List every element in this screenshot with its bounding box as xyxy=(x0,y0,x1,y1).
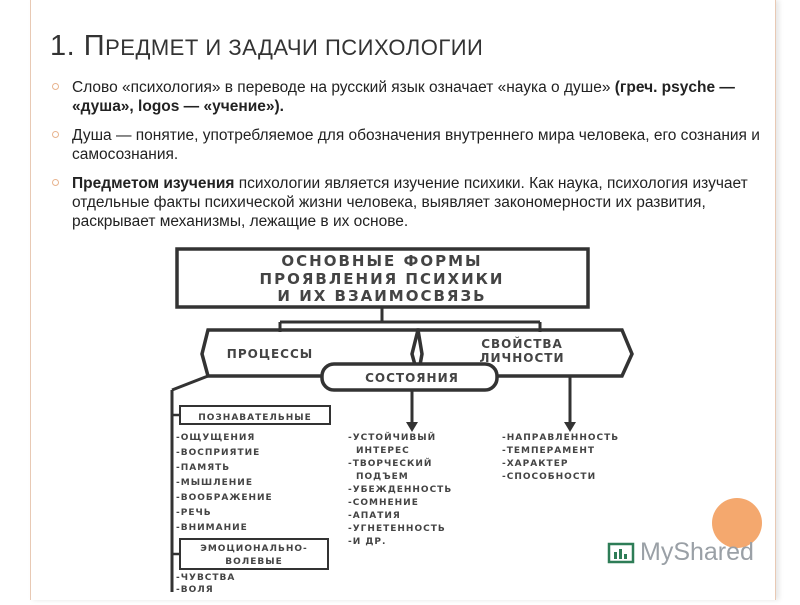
watermark-text: MyShared xyxy=(640,538,754,566)
state-item: -УСТОЙЧИВЫЙ xyxy=(348,433,437,443)
title-number: 1. xyxy=(50,30,84,62)
bullet-list xyxy=(50,78,770,241)
bullet-bold: Предметом изучения xyxy=(72,175,235,192)
state-item: -АПАТИЯ xyxy=(348,511,401,521)
property-item: -СПОСОБНОСТИ xyxy=(502,472,597,482)
states-label: СОСТОЯНИЯ xyxy=(365,371,459,385)
bullet-item xyxy=(50,174,770,231)
top-box-line-2: ПРОЯВЛЕНИЯ ПСИХИКИ xyxy=(259,270,505,288)
state-item: -СОМНЕНИЕ xyxy=(348,498,419,508)
emotional-label-1: ЭМОЦИОНАЛЬНО- xyxy=(200,544,308,554)
emotional-item: -ЧУВСТВА xyxy=(176,573,236,583)
bullet-text: Душа — понятие, употребляемое для обозначения внутреннего мира человека, его сознания и самосознания. xyxy=(72,127,760,163)
cognitive-item: -ВОСПРИЯТИЕ xyxy=(176,448,261,458)
state-item: ИНТЕРЕС xyxy=(356,446,410,456)
bullet-icon xyxy=(52,179,59,186)
emotional-item: -ВОЛЯ xyxy=(176,585,214,595)
bullet-text: Слово «психология» в переводе на русский язык означает «наука о душе» xyxy=(72,79,615,96)
state-item: -УБЕЖДЕННОСТЬ xyxy=(348,485,453,495)
property-item: -ТЕМПЕРАМЕНТ xyxy=(502,446,595,456)
state-item: -УГНЕТЕННОСТЬ xyxy=(348,524,446,534)
bullet-icon xyxy=(52,131,59,138)
state-item: -ТВОРЧЕСКИЙ xyxy=(348,459,433,469)
cognitive-item: -ОЩУЩЕНИЯ xyxy=(176,433,256,443)
cognitive-item: -РЕЧЬ xyxy=(176,508,212,518)
psyche-forms-diagram xyxy=(150,242,670,600)
bullet-icon xyxy=(52,83,59,90)
bullet-item xyxy=(50,78,770,116)
title-first-letter: П xyxy=(83,30,106,62)
title-rest: РЕДМЕТ И ЗАДАЧИ ПСИХОЛОГИИ xyxy=(105,35,484,60)
emotional-label-2: ВОЛЕВЫЕ xyxy=(225,557,283,567)
myshared-logo-icon xyxy=(607,540,637,566)
processes-label: ПРОЦЕССЫ xyxy=(226,347,314,361)
top-box-line-3: И ИХ ВЗАИМОСВЯЗЬ xyxy=(277,287,487,305)
cognitive-item: -ВНИМАНИЕ xyxy=(176,523,248,533)
properties-label-1: СВОЙСТВА xyxy=(481,337,563,351)
page-title xyxy=(50,30,483,63)
top-box-line-1: ОСНОВНЫЕ ФОРМЫ xyxy=(281,252,483,270)
bullet-text: психологии является изучение психики. Как наука, психология изучает отдельные факты психической жизни человека, выявляет закономерности их развития, раскрывает механизмы, лежащие в их основе. xyxy=(72,175,748,230)
cognitive-label: ПОЗНАВАТЕЛЬНЫЕ xyxy=(198,413,312,423)
property-item: -ХАРАКТЕР xyxy=(502,459,569,469)
cognitive-item: -ПАМЯТЬ xyxy=(176,463,231,473)
bullet-item xyxy=(50,126,770,164)
state-item: ПОДЪЕМ xyxy=(356,472,409,482)
property-item: -НАПРАВЛЕННОСТЬ xyxy=(502,433,620,443)
properties-label-2: ЛИЧНОСТИ xyxy=(479,351,565,365)
cognitive-item: -МЫШЛЕНИЕ xyxy=(176,478,253,488)
bullet-bold: (греч. psyche — «душа», logos — «учение»). xyxy=(72,79,735,115)
cognitive-item: -ВООБРАЖЕНИЕ xyxy=(176,493,273,503)
state-item: -И ДР. xyxy=(348,537,387,547)
